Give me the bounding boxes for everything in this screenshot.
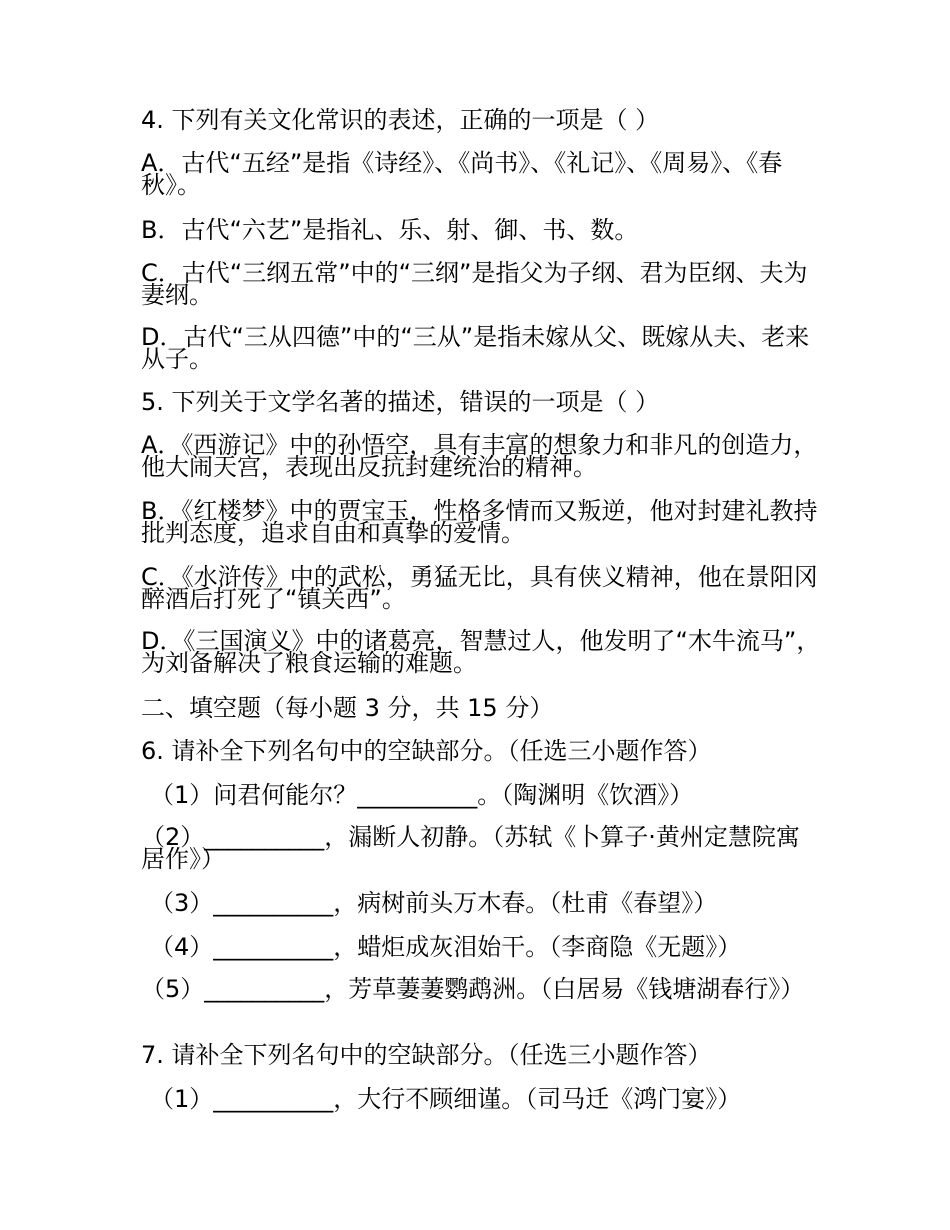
question-6-item-5: （5）__________，芳草萋萋鹦鹉洲。（白居易《钱塘湖春行》） [141,975,805,1003]
question-7-stem: 7. 请补全下列名句中的空缺部分。（任选三小题作答） [141,1041,712,1069]
question-5-option-a: A．《西游记》中的孙悟空，具有丰富的想象力和非凡的创造力，他大闹天宫，表现出反抗封建统治的精神。 [141,431,818,481]
question-7-item-1: （1）__________，大行不顾细谨。（司马迁《鸿门宴》） [150,1085,742,1113]
question-4-stem: 4. 下列有关文化常识的表述，正确的一项是（ ） [141,106,660,134]
question-5-option-d: D．《三国演义》中的诸葛亮，智慧过人，他发明了“木牛流马”，为刘备解决了粮食运输的难题。 [141,627,821,677]
question-6-item-3: （3）__________，病树前头万木春。（杜甫《春望》） [150,889,718,917]
question-6-stem: 6. 请补全下列名句中的空缺部分。（任选三小题作答） [141,737,712,765]
question-4-option-d: D．古代“三从四德”中的“三从”是指未嫁从父、既嫁从夫、老来从子。 [141,323,810,373]
question-6-item-2: （2）__________，漏断人初静。（苏轼《卜算子·黄州定慧院寓居作》） [141,823,800,873]
question-4-option-a: A．古代“五经”是指《诗经》、《尚书》、《礼记》、《周易》、《春秋》。 [141,149,783,199]
question-4-option-b: B．古代“六艺”是指礼、乐、射、御、书、数。 [141,216,639,244]
question-5-stem: 5. 下列关于文学名著的描述，错误的一项是（ ） [141,388,660,416]
question-6-item-1: （1）问君何能尔？__________。（陶渊明《饮酒》） [150,781,694,809]
question-5-option-b: B．《红楼梦》中的贾宝玉，性格多情而又叛逆，他对封建礼教持批判态度，追求自由和真挚的爱情。 [141,497,818,547]
question-4-option-c: C．古代“三纲五常”中的“三纲”是指父为子纲、君为臣纲、夫为妻纲。 [141,259,808,309]
question-5-option-c: C．《水浒传》中的武松，勇猛无比，具有侠义精神，他在景阳冈醉酒后打死了“镇关西”。 [141,563,818,613]
question-6-item-4: （4）__________，蜡炬成灰泪始干。（李商隐《无题》） [150,933,742,961]
section-2-title: 二、填空题（每小题 3 分，共 15 分） [141,694,554,722]
